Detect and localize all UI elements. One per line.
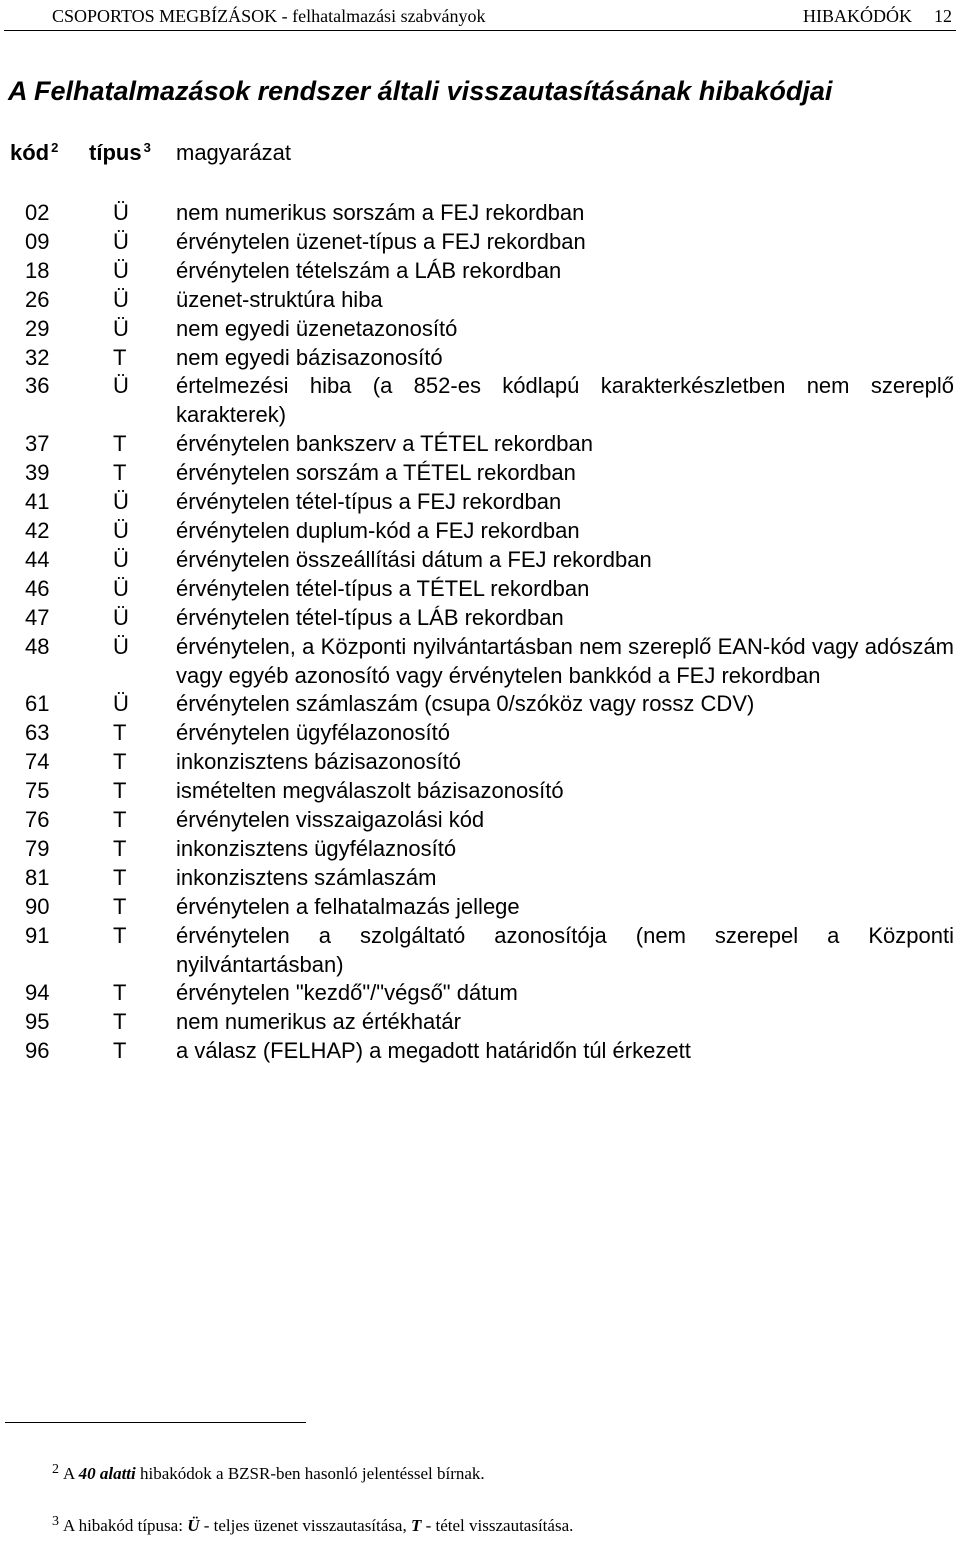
footnote-3-type-u: Ü <box>187 1516 200 1535</box>
error-code-row <box>0 517 960 546</box>
error-code-row <box>0 719 960 748</box>
error-code: 39 <box>25 460 50 486</box>
footnote-ref-2: 2 <box>51 140 59 155</box>
error-code-row <box>0 575 960 604</box>
error-code-row <box>0 372 960 430</box>
error-code-row <box>0 546 960 575</box>
error-description: érvénytelen bankszerv a TÉTEL rekordban <box>176 431 594 457</box>
error-type: Ü <box>113 200 129 225</box>
error-type: T <box>113 460 127 486</box>
error-type: T <box>113 835 127 861</box>
error-code-row <box>0 835 960 864</box>
error-description: érvénytelen sorszám a TÉTEL rekordban <box>176 460 576 486</box>
error-description: érvénytelen összeállítási dátum a FEJ rekordban <box>176 546 652 572</box>
error-type: Ü <box>113 691 129 717</box>
error-description: érvénytelen tétel-típus a LÁB rekordban <box>176 604 564 630</box>
error-type: T <box>113 749 127 775</box>
error-code: 02 <box>25 200 50 225</box>
error-code-row <box>0 228 960 257</box>
error-code: 90 <box>25 893 50 919</box>
error-code: 79 <box>25 835 50 861</box>
error-type: T <box>113 1009 127 1035</box>
footnote-2 <box>52 1464 485 1484</box>
error-code: 29 <box>25 315 50 341</box>
error-description: nem numerikus sorszám a FEJ rekordban <box>176 200 585 225</box>
error-type: T <box>113 807 127 833</box>
header-section-label: HIBAKÓDÓK <box>803 6 912 26</box>
footnote-2-emphasis: 40 alatti <box>78 1464 136 1483</box>
error-code: 09 <box>25 228 50 254</box>
error-description: érvénytelen tételszám a LÁB rekordban <box>176 257 562 283</box>
error-type: Ü <box>113 604 129 630</box>
error-code-row <box>0 690 960 719</box>
error-description: érvénytelen, a Központi nyilvántartásban nem szereplő EAN-kód vagy adószám vagy egyéb azonosító vagy érvénytelen bankkód a FEJ rekordban <box>176 633 954 688</box>
error-code: 61 <box>25 691 50 717</box>
error-code: 96 <box>25 1038 50 1064</box>
error-type: T <box>113 980 127 1006</box>
footnote-3-text-e: - tétel visszautasítása. <box>421 1516 574 1535</box>
error-code: 18 <box>25 257 50 283</box>
error-code-row <box>0 199 960 228</box>
footnote-2-text-c: hibakódok a BZSR-ben hasonló jelentéssel bírnak. <box>135 1464 485 1483</box>
error-description: érvénytelen tétel-típus a TÉTEL rekordban <box>176 575 590 601</box>
error-type: T <box>113 922 127 948</box>
error-code-row <box>0 257 960 286</box>
error-type: Ü <box>113 315 129 341</box>
error-code: 81 <box>25 864 50 890</box>
error-description: nem egyedi bázisazonosító <box>176 344 443 370</box>
footnote-2-number: 2 <box>52 1462 59 1477</box>
error-type: Ü <box>113 517 129 543</box>
error-type: Ü <box>113 286 129 312</box>
footnote-3-type-t: T <box>410 1516 422 1535</box>
footnote-3 <box>52 1516 573 1536</box>
error-type: T <box>113 344 127 370</box>
error-description: értelmezési hiba (a 852-es kódlapú karakterkészletben nem szereplő karakterek) <box>176 373 954 428</box>
column-header-type <box>89 140 151 166</box>
footnote-3-text-a: A hibakód típusa: <box>63 1516 188 1535</box>
error-code: 37 <box>25 431 50 457</box>
error-description: inkonzisztens ügyfélaznosító <box>176 835 457 861</box>
error-type: T <box>113 1038 127 1064</box>
error-type: T <box>113 864 127 890</box>
error-description: inkonzisztens számlaszám <box>176 864 437 890</box>
error-code: 47 <box>25 604 50 630</box>
footnote-ref-3: 3 <box>143 140 151 155</box>
column-header-code-label: kód <box>10 140 50 165</box>
header-document-title: CSOPORTOS MEGBÍZÁSOK - felhatalmazási szabványok <box>52 6 486 26</box>
footnote-3-text-c: - teljes üzenet visszautasítása, <box>199 1516 411 1535</box>
error-code-row <box>0 806 960 835</box>
column-header-type-label: típus <box>89 140 142 165</box>
error-code: 42 <box>25 517 50 543</box>
error-description: érvénytelen visszaigazolási kód <box>176 807 485 833</box>
error-type: Ü <box>113 489 129 515</box>
error-description: nem egyedi üzenetazonosító <box>176 315 458 341</box>
error-code: 91 <box>25 922 50 948</box>
error-code-row <box>0 459 960 488</box>
error-type: Ü <box>113 373 129 399</box>
error-description: nem numerikus az értékhatár <box>176 1009 461 1035</box>
error-code-row <box>0 488 960 517</box>
error-description: érvénytelen a felhatalmazás jellege <box>176 893 520 919</box>
error-description: üzenet-struktúra hiba <box>176 286 383 312</box>
error-type: Ü <box>113 228 129 254</box>
error-code: 26 <box>25 286 50 312</box>
column-header-description: magyarázat <box>176 140 291 165</box>
error-code-row <box>0 604 960 633</box>
error-type: T <box>113 431 127 457</box>
error-code-row <box>0 864 960 893</box>
error-code: 46 <box>25 575 50 601</box>
error-code-row <box>0 430 960 459</box>
error-type: T <box>113 720 127 746</box>
error-code: 44 <box>25 546 50 572</box>
error-type: Ü <box>113 546 129 572</box>
error-description: érvénytelen ügyfélazonosító <box>176 720 450 746</box>
error-type: Ü <box>113 575 129 601</box>
column-header-code <box>10 140 58 166</box>
error-code-row <box>0 748 960 777</box>
error-type: T <box>113 778 127 804</box>
error-code-row <box>0 777 960 806</box>
error-type: Ü <box>113 633 129 659</box>
footnote-3-number: 3 <box>52 1514 59 1529</box>
error-code-list <box>0 199 960 1066</box>
page-header <box>4 2 956 31</box>
error-description: ismételten megválaszolt bázisazonosító <box>176 778 564 804</box>
error-code: 36 <box>25 373 50 399</box>
error-code-row <box>0 344 960 373</box>
error-description: érvénytelen üzenet-típus a FEJ rekordban <box>176 228 586 254</box>
error-code: 75 <box>25 778 50 804</box>
error-code: 32 <box>25 344 50 370</box>
error-type: Ü <box>113 257 129 283</box>
error-code-row <box>0 315 960 344</box>
page-title: A Felhatalmazások rendszer általi visszautasításának hibakódjai <box>8 76 833 106</box>
error-code-row <box>0 922 960 980</box>
error-code-row <box>0 633 960 691</box>
footnote-2-text-a: A <box>63 1464 79 1483</box>
error-code-row <box>0 1008 960 1037</box>
error-code: 94 <box>25 980 50 1006</box>
error-code: 95 <box>25 1009 50 1035</box>
error-description: érvénytelen "kezdő"/"végső" dátum <box>176 980 518 1006</box>
error-code: 41 <box>25 489 50 515</box>
error-code: 76 <box>25 807 50 833</box>
error-description: érvénytelen a szolgáltató azonosítója (nem szerepel a Központi nyilvántartásban) <box>176 922 954 977</box>
error-type: T <box>113 893 127 919</box>
header-section <box>803 6 952 27</box>
error-code-row <box>0 286 960 315</box>
error-description: inkonzisztens bázisazonosító <box>176 749 461 775</box>
error-description: érvénytelen számlaszám (csupa 0/szóköz vagy rossz CDV) <box>176 691 755 717</box>
page-number: 12 <box>934 6 952 26</box>
error-description: érvénytelen tétel-típus a FEJ rekordban <box>176 489 562 515</box>
error-description: érvénytelen duplum-kód a FEJ rekordban <box>176 517 580 543</box>
error-code: 48 <box>25 633 50 659</box>
error-code-row <box>0 979 960 1008</box>
error-description: a válasz (FELHAP) a megadott határidőn túl érkezett <box>176 1038 691 1064</box>
error-code: 63 <box>25 720 50 746</box>
footnote-divider <box>5 1422 306 1423</box>
error-code-row <box>0 893 960 922</box>
error-code-row <box>0 1037 960 1066</box>
error-code: 74 <box>25 749 50 775</box>
